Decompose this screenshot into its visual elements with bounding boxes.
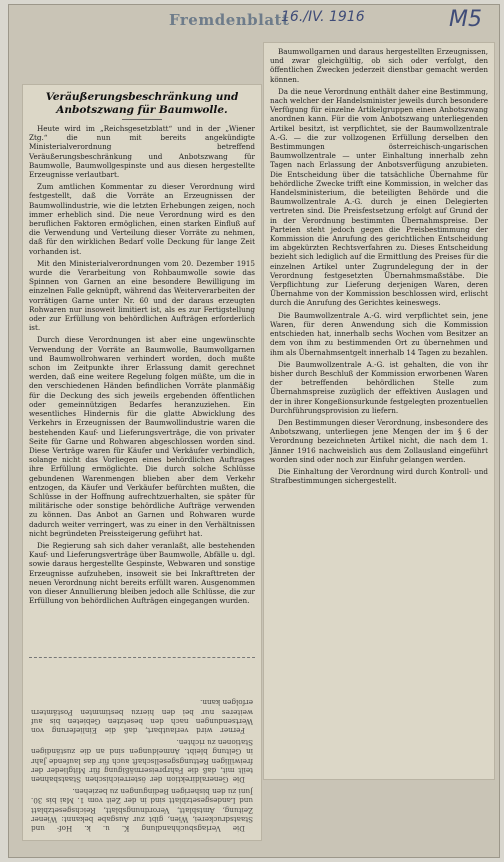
article-paragraph: Durch diese Verordnungen ist aber eine ungewünschte Verwendung der Vorräte an Baumwolle, Baumwollgarnen und Baumwollrohwaren verhindert worden, doch mußte schon im Zeitpunkte ihrer Erlassung damit gerechnet werden, daß eine weitere Regelung folgen müßte, um die in den verschiedenen Händen befindlichen Vorräte planmäßig für die Deckung des sich jeweils ergebenden öffentlichen oder gemeinnützigen Bedarfes heranzuziehen. Ein wesentliches Hindernis für die glatte Abwicklung des Verkehrs in Erzeugnissen der Baumwollindustrie waren die bestehenden Kauf- und Lieferungsverträge, die von privater Seite für Garne und Rohwaren abgeschlossen worden sind. Diese Verträge waren für Käufer und Verkäufer verbindlich, solange nicht das Vorliegen eines behördlichen Auftrages ihre Erfüllung ermöglichte. Die durch solche Schlüsse gebundenen Warenmengen blieben aber dem Verkehr entzogen, da Käufer und Verkäufer befürchten mußten, die Schlüsse in der Hoffnung aufrechtzuerhalten, sie später für militärische oder sonstige behördliche Aufträge verwenden zu können. Das Anbot an Garnen und Rohwaren wurde dadurch weiter verringert, was zu einer in den Verhältnissen nicht begründeten Preissteigerung geführt hat. [29,335,255,538]
upside-down-text [31,663,253,833]
article-paragraph: Die Baumwollzentrale A.-G. ist gehalten, die von ihr bisher durch Beschluß der Kommission erworbenen Waren der betreffenden behördlichen Stelle zum Übernahmspreise zuzüglich der effektiven Auslagen und der in ihrer Kongeßionsurkunde festgelegten prozentuellen Durchführungsprovision zu liefern. [270,359,488,415]
article-paragraph: Die Verlagsbuchhandlung K. u. k. Hof- und Staatsdruckerei, Wien, gibt zur Ausgabe bekannt: Wiener Zeitung, Amtsblatt, Verordnungsblatt, Reichsgesetzblatt und Landesgesetzblatt sind in der Zeit vom 1. Mai bis 30. Juni zu den bisherigen Bedingungen zu beziehen. [31,787,253,833]
article-headline: Veräußerungsbeschränkung und Anbotszwang für Baumwolle. [45,91,239,116]
article-paragraph: Die Generaldirektion der österreichischen Staatsbahnen teilt mit, daß die Fahrpreisermäßigung für Mitglieder der freiwilligen Rettungsgesellschaft auch für das laufende Jahr in Geltung bleibt. Anmeldungen sind an die zuständigen Stationen zu richten. [31,738,253,784]
article-paragraph: Die Regierung sah sich daher veranlaßt, alle bestehenden Kauf- und Lieferungsverträge über Baumwolle, Abfälle u. dgl. sowie daraus hergestellte Gespinste, Webwaren und sonstige Erzeugnisse aufzuheben, insoweit sie bei Inkrafttreten der neuen Verordnung nicht bereits erfüllt waren. Ausgenommen von dieser Annullierung bleiben jedoch alle Schlüsse, die zur Erfüllung von behördlichen Aufträgen eingegangen wurden. [29,540,255,606]
article-paragraph: Den Bestimmungen dieser Verordnung, insbesondere des Anbotszwang, unterliegen jene Mengen der im § 6 der Verordnung bezeichneten Artikel nicht, die nach dem 1. Jänner 1916 nachweislich aus dem Zollausland eingeführt worden sind oder noch zur Einfuhr gelangen werden. [270,417,488,464]
article-column-right [270,47,488,488]
article-paragraph: Heute wird im „Reichsgesetzblatt“ und in der „Wiener Ztg.“ die nun mit bereits angekündigte Ministerialverordnung betreffend Veräußerungsbeschränkung und Anbotszwang für Baumwolle, Baumwollgespinste und aus diesen hergestellte Erzeugnisse verlautbart. [29,124,255,180]
article-paragraph: Ferner wird verlautbart, daß die Einlieferung von Wertsendungen nach den besetzten Gebieten bis auf weiteres nur bei den hierzu bestimmten Postämtern erfolgen kann. [31,698,253,735]
article-paragraph: Mit den Ministerialverordnungen vom 20. Dezember 1915 wurde die Verarbeitung von Rohbaumwolle sowie das Spinnen von Garnen an eine besondere Bewilligung im einzelnen Falle geknüpft, während das Weiterverarbeiten der vorrätigen Garne unter Nr. 60 und der daraus erzeugten Rohwaren nur insoweit limitiert ist, als es zur Fertigstellung oder zur Erfüllung von behördlichen Aufträgen erforderlich ist. [29,258,255,333]
clipping-cut-line [29,657,255,658]
clipping-right [264,43,494,779]
article-paragraph: Baumwollgarnen und daraus hergestellten Erzeugnissen, und zwar gleichgültig, ob sich oder verfolgt, den öffentlichen Zwecken jederzeit dienstbar gemacht werden können. [270,47,488,84]
handwritten-page-number: M5 [449,7,482,32]
newspaper-stamp: Fremdenblatt [169,11,290,29]
archive-sheet [8,4,500,858]
headline-rule [122,119,162,120]
handwritten-date: 16./IV. 1916 [281,9,365,25]
left-paragraphs [29,124,255,605]
article-paragraph: Die Einhaltung der Verordnung wird durch Kontroll- und Strafbestimmungen sichergestellt. [270,466,488,486]
clipping-left [23,85,261,840]
article-paragraph: Zum amtlichen Kommentar zu dieser Verordnung wird festgestellt, daß die Vorräte an Erzeugnissen der Baumwollindustrie, wie die letzten Erhebungen zeigen, noch immer erheblich sind. Die neue Verordnung wird es den beruflichen Faktoren ermöglichen, einen starken Einfluß auf die Verwendung und Verteilung dieser Vorräte zu nehmen, daß für den wirklichen Bedarf volle Deckung für lange Zeit vorhanden ist. [29,182,255,256]
article-paragraph: Da die neue Verordnung enthält daher eine Bestimmung, nach welcher der Handelsminister jeweils durch besondere Verfügung für einzelne Artikelgruppen einen Anbotszwang anordnen kann. Für die vom Anbotszwang unterliegenden Artikel besitzt, ist verpflichtet, sie der Baumwollzentrale A.-G. — die zur vollzogenen Erfüllung derselben den Bestimmungen österreichisch-ungarischen Baumwollzentrale — unter Einhaltung innerhalb zehn Tagen nach Erlassung der Anbotsverfügung anzubieten. Die Entscheidung über die tatsächliche Übernahme für behördliche Zwecke trifft eine Kommission, in welcher das Handelsministerium, die beteiligten Behörde und die Baumwollzentrale A.-G. durch je einen Delegierten vertreten sind. Die Preisfestsetzung erfolgt auf Grund der in der Verordnung bestimmten Übernahmspreise. Der Parteien steht jedoch gegen die Preisbestimmung der Kommission die Anrufung des gerichtlichen Entscheidung im abgekürzten Rechtsverfahren zu. Dieses Entscheidung bezieht sich lediglich auf die Ermittlung des Preises für die einzelnen Artikel unter Zugrundelegung der in der Verordnung festgesetzten Übernahmsmaßstäbe. Die Verpflichtung zur Lieferung derjenigen Waren, deren Übernahme von der Kommission beschlossen wird, erlischt durch die Anrufung des Gerichtes keineswegs. [270,86,488,308]
article-paragraph: Die Baumwollzentrale A.-G. wird verpflichtet sein, jene Waren, für deren Anwendung sich die Kommission entschieden hat, innerhalb sechs Wochen vom Besitzer an dem von ihm zu bestimmenden Ort zu übernehmen und ihm als Übernahmsentgelt innerhalb 14 Tagen zu bezahlen. [270,310,488,357]
article-column-left [29,85,255,608]
